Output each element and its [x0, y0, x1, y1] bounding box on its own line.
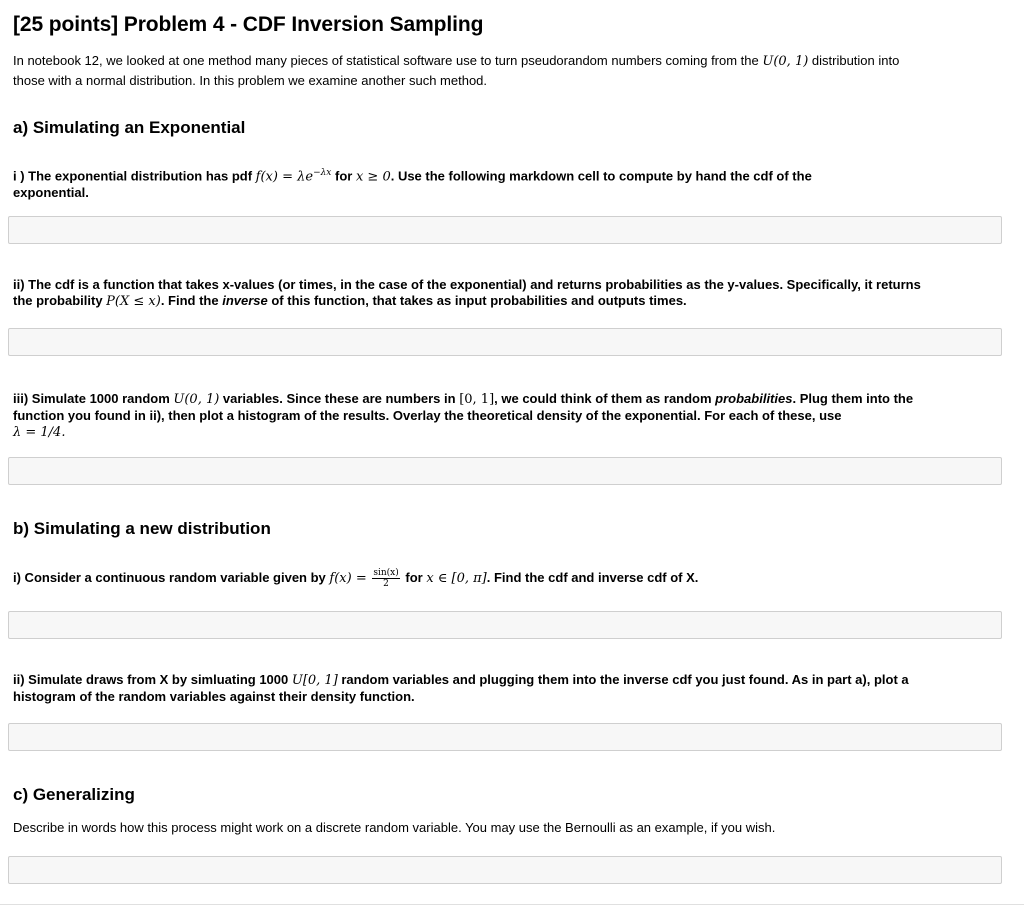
question-math: P(X ≤ x)	[106, 294, 161, 309]
fraction-denominator: 2	[383, 579, 389, 590]
question-math: U(0, 1)	[173, 392, 220, 407]
section-heading-b: b) Simulating a new distribution	[13, 519, 271, 538]
question-text: for	[401, 570, 427, 585]
question-text: histogram of the random variables against their density function.	[13, 689, 415, 704]
question-c	[13, 818, 1004, 837]
question-math: [0, 1]	[459, 392, 495, 407]
question-a-i	[13, 165, 1004, 201]
question-text: i ) The exponential distribution has pdf	[13, 168, 256, 184]
intro-text: distribution into	[808, 53, 900, 68]
section-heading-c: c) Generalizing	[13, 785, 135, 804]
question-text: the probability	[13, 293, 107, 308]
question-math: f(x) =	[329, 571, 367, 586]
question-text: iii) Simulate 1000 random	[13, 391, 174, 406]
question-text: . Find the cdf and inverse cdf of X.	[486, 570, 699, 585]
page-title: [25 points] Problem 4 - CDF Inversion Sampling	[13, 13, 484, 36]
question-emphasis: probabilities	[715, 391, 793, 406]
question-b-i	[13, 566, 1004, 591]
question-text: . Plug them into the	[792, 391, 914, 406]
answer-cell-a-i[interactable]	[8, 216, 1002, 244]
question-math-sup: −λx	[313, 168, 332, 178]
question-text: ii) The cdf is a function that takes x-values (or times, in the case of the exponential) and returns probabilities as the y-values. Specifically, it returns	[13, 277, 921, 292]
question-emphasis: inverse	[222, 293, 268, 308]
question-math: λ = 1/4.	[13, 425, 66, 440]
question-text: i) Consider a continuous random variable given by	[13, 570, 330, 585]
fraction-numerator: sin(x)	[373, 568, 399, 579]
answer-cell-a-ii[interactable]	[8, 328, 1002, 356]
answer-cell-b-i[interactable]	[8, 611, 1002, 639]
question-a-iii	[13, 391, 1004, 441]
page-divider	[0, 904, 1024, 905]
question-text: . Use the following markdown cell to compute by hand the cdf of the	[390, 168, 812, 184]
question-text: . Find the	[160, 293, 223, 308]
sin-fraction	[372, 568, 399, 589]
question-text: function you found in ii), then plot a histogram of the results. Overlay the theoretical density of the exponential. For each of these, use	[13, 408, 842, 423]
question-math: x ≥ 0	[355, 169, 391, 185]
question-text: of this function, that takes as input probabilities and outputs times.	[267, 293, 687, 308]
intro-math: U(0, 1)	[762, 54, 809, 69]
question-text: random variables and plugging them into the inverse cdf you just found. As in part a), plot a	[337, 672, 909, 687]
question-math: U[0, 1]	[291, 673, 338, 688]
question-text: , we could think of them as random	[494, 391, 716, 406]
question-math: f(x) = λe	[255, 169, 314, 185]
question-text: Describe in words how this process might work on a discrete random variable. You may use the Bernoulli as an example, if you wish.	[13, 820, 776, 835]
answer-cell-a-iii[interactable]	[8, 457, 1002, 485]
question-b-ii	[13, 672, 1004, 705]
question-math: x ∈ [0, π]	[426, 571, 487, 586]
question-text: variables. Since these are numbers in	[219, 391, 460, 406]
intro-paragraph	[13, 51, 1004, 90]
intro-text: those with a normal distribution. In this problem we examine another such method.	[13, 73, 488, 88]
answer-cell-c[interactable]	[8, 856, 1002, 884]
question-a-ii	[13, 277, 1004, 310]
intro-text: In notebook 12, we looked at one method many pieces of statistical software use to turn pseudorandom numbers coming from the	[13, 53, 763, 68]
answer-cell-b-ii[interactable]	[8, 723, 1002, 751]
section-heading-a: a) Simulating an Exponential	[13, 118, 246, 137]
question-text: exponential.	[13, 185, 89, 201]
question-text: ii) Simulate draws from X by simluating 1000	[13, 672, 292, 687]
question-text: for	[331, 168, 356, 184]
